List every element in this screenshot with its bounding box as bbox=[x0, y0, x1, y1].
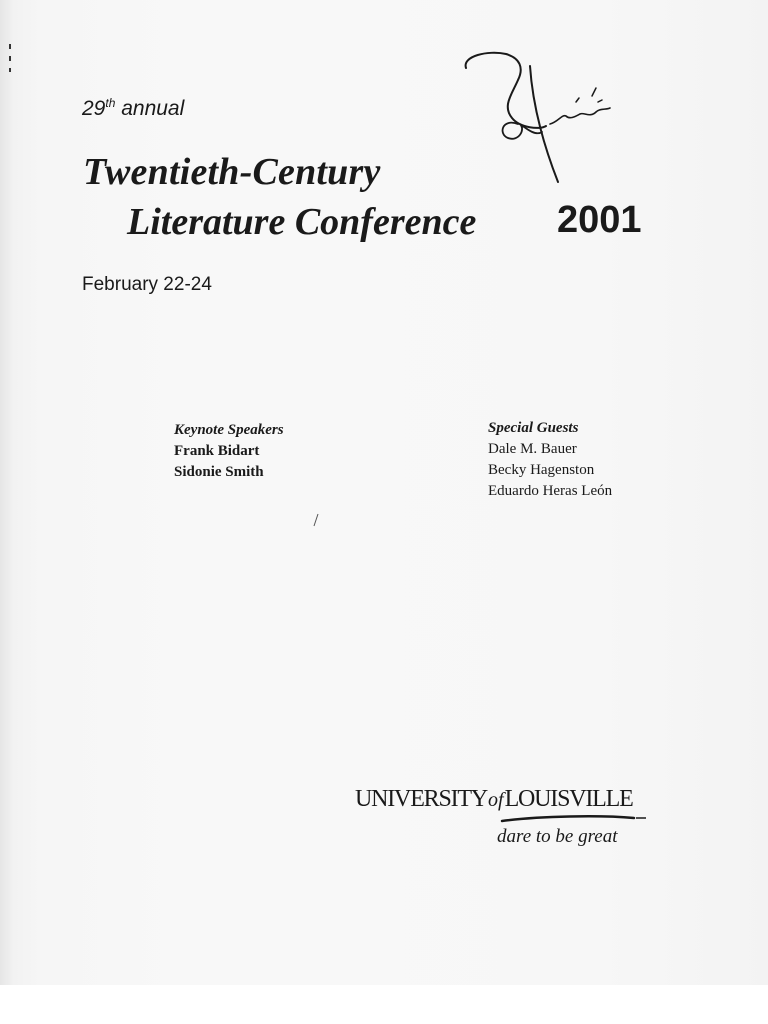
scan-edge-mark bbox=[9, 68, 11, 72]
guests-heading: Special Guests bbox=[488, 420, 579, 436]
logo-swoosh-underline bbox=[500, 812, 650, 824]
logo-of-word: of bbox=[488, 789, 504, 811]
keynote-speakers-section bbox=[174, 420, 284, 483]
conference-year: 2001 bbox=[557, 199, 642, 241]
scan-bottom-margin bbox=[0, 985, 768, 1024]
annual-suffix: th bbox=[105, 96, 116, 110]
logo-university-word: UNIVERSITY bbox=[355, 786, 487, 812]
scan-artifact-mark bbox=[310, 512, 322, 528]
conference-dates: February 22-24 bbox=[82, 274, 212, 295]
conference-title-line2: Literature Conference bbox=[127, 201, 477, 243]
conference-title-line1: Twentieth-Century bbox=[83, 151, 381, 193]
guest-name: Becky Hagenston bbox=[488, 462, 595, 478]
annual-label bbox=[82, 96, 184, 121]
special-guests-section bbox=[488, 418, 612, 502]
annual-number: 29 bbox=[82, 97, 106, 120]
scan-edge-mark bbox=[9, 56, 11, 61]
keynote-heading: Keynote Speakers bbox=[174, 422, 284, 438]
guest-name: Eduardo Heras León bbox=[488, 483, 613, 499]
keynote-speaker: Sidonie Smith bbox=[174, 464, 264, 480]
annual-word: annual bbox=[121, 97, 185, 120]
scan-edge-mark bbox=[9, 44, 11, 49]
logo-tagline: dare to be great bbox=[497, 826, 618, 847]
guest-name: Dale M. Bauer bbox=[488, 441, 577, 457]
university-logo bbox=[355, 786, 633, 813]
handwritten-signature bbox=[458, 46, 624, 188]
keynote-speaker: Frank Bidart bbox=[174, 443, 260, 459]
logo-city-word: LOUISVILLE bbox=[504, 786, 633, 812]
